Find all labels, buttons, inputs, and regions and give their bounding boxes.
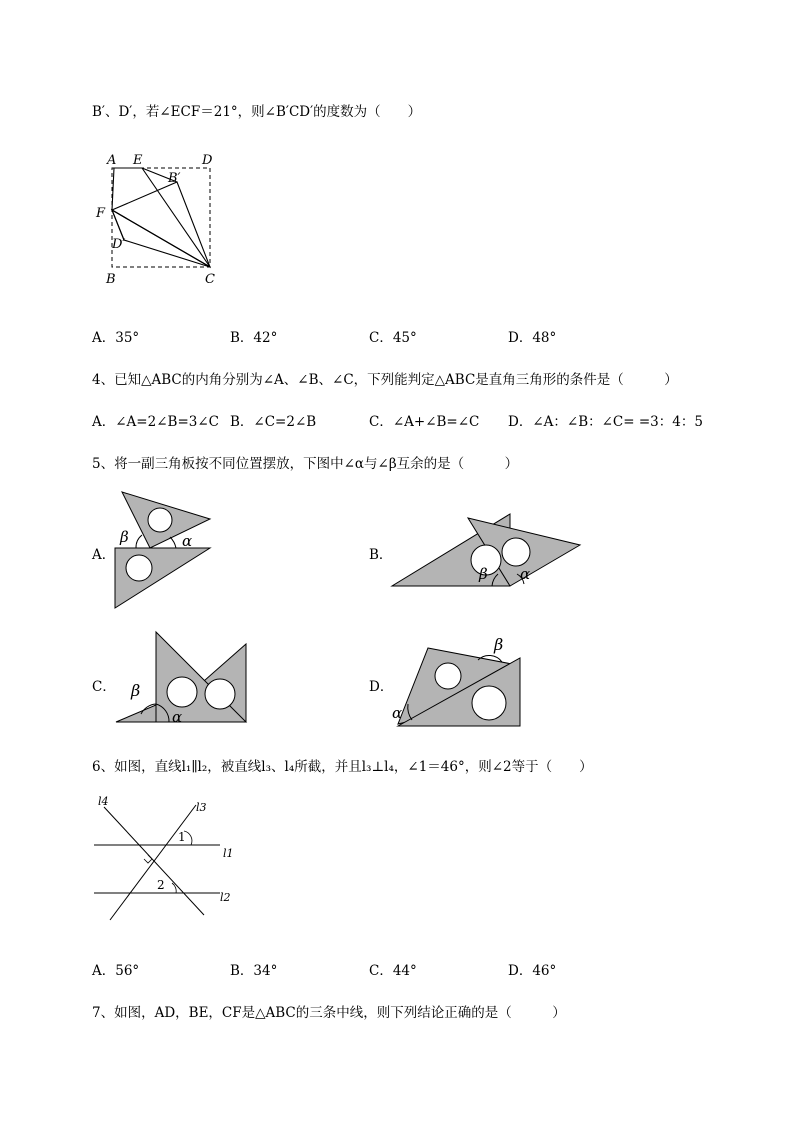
q5-figure-b — [390, 512, 590, 592]
q5a-beta: β — [120, 528, 129, 546]
q6-label-angle2: 2 — [157, 878, 165, 892]
q5-figure-d — [390, 632, 530, 727]
q3-option-a[interactable]: A．35° — [92, 330, 140, 346]
q3-label-d: D — [202, 153, 213, 168]
q3-label-b-prime: B′ — [168, 171, 181, 186]
q6-option-a[interactable]: A．56° — [92, 963, 140, 979]
q4-option-c[interactable]: C．∠A+∠B=∠C — [369, 414, 480, 430]
q7-stem: 7、如图，AD，BE，CF是△ABC的三条中线，则下列结论正确的是（ ） — [92, 1005, 566, 1021]
q5-figure-c — [114, 630, 254, 725]
q5b-alpha: α — [520, 565, 531, 583]
q3-option-b[interactable]: B．42° — [230, 330, 278, 346]
q3-stem: B′、D′，若∠ECF＝21°，则∠B′CD′的度数为（ ） — [92, 104, 422, 120]
q3-figure — [92, 150, 232, 290]
q4-option-b[interactable]: B．∠C=2∠B — [230, 414, 317, 430]
q6-option-c[interactable]: C．44° — [369, 963, 417, 979]
q3-label-c: C — [205, 272, 215, 287]
q3-label-b: B — [106, 272, 116, 287]
q4-option-a[interactable]: A．∠A=2∠B=3∠C — [92, 414, 219, 430]
q6-stem: 6、如图，直线l₁∥l₂，被直线l₃、l₄所截，并且l₃⊥l₄，∠1＝46°，则∠2等于（ ） — [92, 759, 593, 775]
q5a-alpha: α — [182, 532, 193, 550]
q5-option-d[interactable]: D． — [369, 679, 394, 695]
q3-option-c[interactable]: C．45° — [369, 330, 417, 346]
q5-option-a[interactable]: A． — [92, 547, 116, 563]
q5b-beta: β — [479, 565, 488, 583]
q5-option-b[interactable]: B． — [369, 547, 393, 563]
q6-label-l2: l2 — [220, 891, 231, 904]
q3-label-d-prime: D′ — [112, 237, 126, 252]
q5-stem: 5、将一副三角板按不同位置摆放，下图中∠α与∠β互余的是（ ） — [92, 456, 519, 472]
q5-option-c[interactable]: C． — [92, 679, 116, 695]
q3-option-d[interactable]: D．48° — [508, 330, 557, 346]
q6-figure — [92, 793, 252, 933]
q3-label-f: F — [96, 206, 106, 221]
q6-option-b[interactable]: B．34° — [230, 963, 278, 979]
q4-option-d[interactable]: D．∠A：∠B：∠C= =3：4：5 — [508, 414, 703, 430]
q5-figure-a — [110, 488, 220, 608]
q5d-alpha: α — [392, 704, 403, 722]
q6-label-l1: l1 — [223, 847, 234, 860]
q6-option-d[interactable]: D．46° — [508, 963, 557, 979]
q4-stem: 4、已知△ABC的内角分别为∠A、∠B、∠C，下列能判定△ABC是直角三角形的条件是（ ） — [92, 372, 678, 388]
q3-label-e: E — [133, 153, 143, 168]
q6-label-l3: l3 — [196, 801, 207, 814]
q6-label-l4: l4 — [98, 795, 109, 808]
q5c-alpha: α — [172, 708, 183, 726]
q6-label-angle1: 1 — [178, 830, 186, 844]
q5d-beta: β — [494, 635, 504, 654]
q3-label-a: A — [107, 153, 117, 168]
q5c-beta: β — [131, 681, 141, 700]
